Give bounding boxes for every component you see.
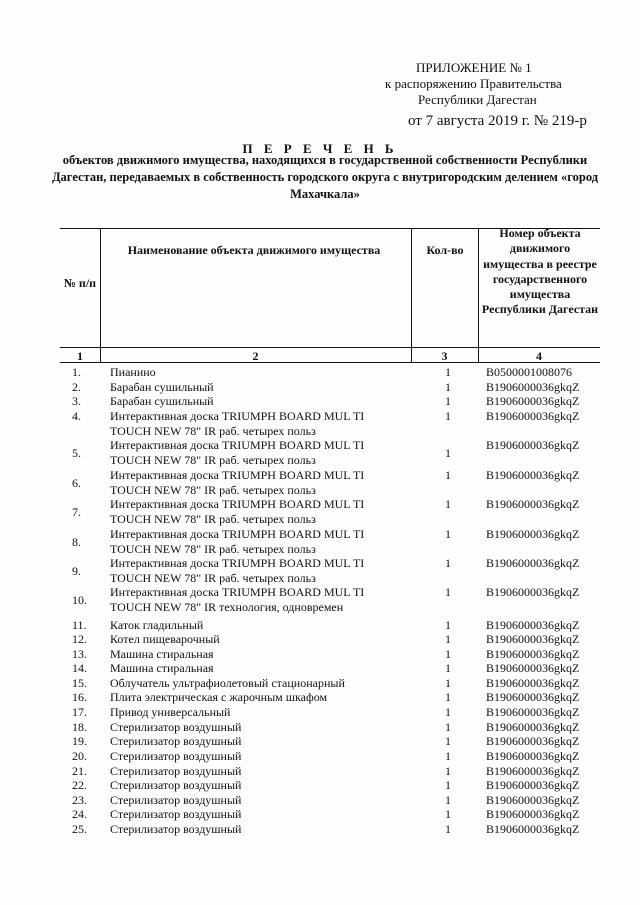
row-name: Стерилизатор воздушный <box>110 720 242 734</box>
row-registry: В1906000036gkqZ <box>486 497 580 511</box>
row-registry: В1906000036gkqZ <box>486 749 580 763</box>
row-number: 5. <box>72 446 81 460</box>
row-number: 18. <box>72 720 87 734</box>
row-number: 12. <box>72 632 87 646</box>
row-registry: В1906000036gkqZ <box>486 676 580 690</box>
document-title: П Е Р Е Ч Е Н Ь <box>242 141 398 156</box>
table-row <box>0 556 640 586</box>
table-row <box>0 497 640 527</box>
col-divider-1 <box>100 228 101 362</box>
government-name: Республики Дагестан <box>418 92 537 107</box>
row-registry: В1906000036gkqZ <box>486 556 580 570</box>
row-registry: В1906000036gkqZ <box>486 690 580 704</box>
row-number: 17. <box>72 705 87 719</box>
row-name: Интерактивная доска TRIUMPH BOARD MUL TI TOUCH NEW 78" IR раб. четырех польз <box>110 497 365 526</box>
row-number: 13. <box>72 647 87 661</box>
row-registry: В1906000036gkqZ <box>486 764 580 778</box>
table-row <box>0 438 640 468</box>
row-number: 2. <box>72 380 81 394</box>
row-number: 16. <box>72 690 87 704</box>
row-qty: 1 <box>445 446 451 460</box>
row-number: 20. <box>72 749 87 763</box>
col-number-3: 3 <box>441 349 448 363</box>
row-name: Стерилизатор воздушный <box>110 778 242 792</box>
row-registry: В1906000036gkqZ <box>486 409 580 423</box>
row-registry: В1906000036gkqZ <box>486 618 580 632</box>
row-name: Стерилизатор воздушный <box>110 734 242 748</box>
row-registry: В1906000036gkqZ <box>486 632 580 646</box>
row-name: Плита электрическая с жарочным шкафом <box>110 690 328 704</box>
row-registry: В1906000036gkqZ <box>486 793 580 807</box>
col-divider-3 <box>478 228 479 362</box>
row-number: 22. <box>72 778 87 792</box>
row-qty: 1 <box>445 720 451 734</box>
row-qty: 1 <box>445 618 451 632</box>
row-name: Интерактивная доска TRIUMPH BOARD MUL TI TOUCH NEW 78" IR раб. четырех польз <box>110 468 365 497</box>
row-number: 14. <box>72 661 87 675</box>
col-number-1: 1 <box>77 349 83 363</box>
row-qty: 1 <box>445 676 451 690</box>
header-registry: Номер объекта движимого имущества в реестре государственного имущества Республики Дагестан <box>481 226 599 317</box>
row-qty: 1 <box>445 661 451 675</box>
row-name: Привод универсальный <box>110 705 231 719</box>
row-qty: 1 <box>445 778 451 792</box>
row-name: Каток гладильный <box>110 618 204 632</box>
row-name: Облучатель ультрафиолетовый стационарный <box>110 676 345 690</box>
row-name: Интерактивная доска TRIUMPH BOARD MUL TI TOUCH NEW 78" IR раб. четырех польз <box>110 409 365 438</box>
row-number: 15. <box>72 676 87 690</box>
row-registry: В1906000036gkqZ <box>486 380 580 394</box>
row-name: Машина стиральная <box>110 647 214 661</box>
row-registry: В1906000036gkqZ <box>486 822 580 836</box>
row-qty: 1 <box>445 749 451 763</box>
row-registry: В1906000036gkqZ <box>486 394 580 408</box>
row-number: 9. <box>72 564 81 578</box>
row-number: 19. <box>72 734 87 748</box>
row-qty: 1 <box>445 527 451 541</box>
row-number: 3. <box>72 394 81 408</box>
row-qty: 1 <box>445 793 451 807</box>
row-number: 1. <box>72 365 81 379</box>
appendix-label: ПРИЛОЖЕНИЕ № 1 <box>416 60 532 75</box>
table-row <box>0 409 640 439</box>
row-number: 21. <box>72 764 87 778</box>
row-name: Стерилизатор воздушный <box>110 793 242 807</box>
row-qty: 1 <box>445 394 451 408</box>
row-registry: В1906000036gkqZ <box>486 720 580 734</box>
row-number: 6. <box>72 476 81 490</box>
row-qty: 1 <box>445 632 451 646</box>
row-qty: 1 <box>445 807 451 821</box>
row-qty: 1 <box>445 409 451 423</box>
row-qty: 1 <box>445 585 451 599</box>
row-qty: 1 <box>445 822 451 836</box>
row-number: 7. <box>72 505 81 519</box>
header-num: № п/п <box>63 276 97 290</box>
row-qty: 1 <box>445 380 451 394</box>
row-registry: В1906000036gkqZ <box>486 438 580 452</box>
row-name: Барабан сушильный <box>110 394 214 408</box>
row-number: 8. <box>72 535 81 549</box>
row-qty: 1 <box>445 556 451 570</box>
row-name: Стерилизатор воздушный <box>110 807 242 821</box>
row-name: Стерилизатор воздушный <box>110 749 242 763</box>
table-row <box>0 468 640 498</box>
order-reference: к распоряжению Правительства <box>385 76 562 91</box>
row-name: Машина стиральная <box>110 661 214 675</box>
header-qty: Кол-во <box>426 243 464 257</box>
row-name: Интерактивная доска TRIUMPH BOARD MUL TI TOUCH NEW 78" IR раб. четырех польз <box>110 438 365 467</box>
row-registry: В1906000036gkqZ <box>486 647 580 661</box>
table-row <box>0 527 640 557</box>
row-registry: В1906000036gkqZ <box>486 807 580 821</box>
row-qty: 1 <box>445 734 451 748</box>
row-qty: 1 <box>445 468 451 482</box>
row-registry: В1906000036gkqZ <box>486 705 580 719</box>
row-name: Интерактивная доска TRIUMPH BOARD MUL TI TOUCH NEW 78" IR технология, одновремен <box>110 585 365 614</box>
row-number: 10. <box>72 593 87 607</box>
row-name: Стерилизатор воздушный <box>110 822 242 836</box>
row-registry: В1906000036gkqZ <box>486 468 580 482</box>
document-subtitle: объектов движимого имущества, находящихся в государственной собственности Республики Дагестан, передаваемых в собственность городского округа с внутригородским делением «город Махачкала» <box>51 153 599 201</box>
row-qty: 1 <box>445 690 451 704</box>
row-name: Интерактивная доска TRIUMPH BOARD MUL TI TOUCH NEW 78" IR раб. четырех польз <box>110 556 365 585</box>
table-row <box>0 585 640 615</box>
row-number: 11. <box>72 618 87 632</box>
row-number: 24. <box>72 807 87 821</box>
row-registry: В1906000036gkqZ <box>486 527 580 541</box>
header-bottom-line <box>60 347 600 348</box>
row-qty: 1 <box>445 365 451 379</box>
row-name: Пианино <box>110 365 156 379</box>
row-qty: 1 <box>445 647 451 661</box>
row-registry: В1906000036gkqZ <box>486 734 580 748</box>
row-number: 4. <box>72 409 81 423</box>
row-qty: 1 <box>445 497 451 511</box>
order-date-number: от 7 августа 2019 г. № 219-р <box>408 113 587 129</box>
table-row <box>0 822 640 852</box>
row-number: 25. <box>72 822 87 836</box>
row-qty: 1 <box>445 764 451 778</box>
row-qty: 1 <box>445 705 451 719</box>
row-registry: В1906000036gkqZ <box>486 778 580 792</box>
row-registry: В0500001008076 <box>486 365 573 379</box>
row-registry: В1906000036gkqZ <box>486 661 580 675</box>
col-number-2: 2 <box>252 349 259 363</box>
row-name: Стерилизатор воздушный <box>110 764 242 778</box>
row-registry: В1906000036gkqZ <box>486 585 580 599</box>
row-name: Котел пищеварочный <box>110 632 220 646</box>
row-name: Интерактивная доска TRIUMPH BOARD MUL TI TOUCH NEW 78" IR раб. четырех польз <box>110 527 365 556</box>
header-name: Наименование объекта движимого имущества <box>127 243 381 257</box>
row-name: Барабан сушильный <box>110 380 214 394</box>
row-number: 23. <box>72 793 87 807</box>
col-number-4: 4 <box>536 349 542 363</box>
